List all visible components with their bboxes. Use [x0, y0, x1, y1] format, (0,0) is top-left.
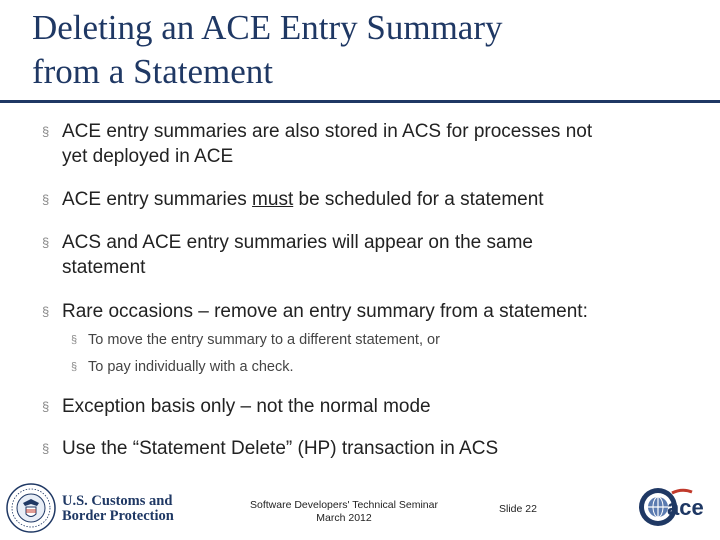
bullet-text-emphasis: must — [252, 189, 294, 210]
bullet-item — [42, 436, 702, 461]
seminar-date: March 2012 — [316, 512, 372, 524]
bullet-item — [42, 119, 702, 169]
bullet-marker: § — [42, 304, 50, 319]
bullet-item — [42, 187, 702, 212]
bullet-text-line-2: yet deployed in ACE — [62, 146, 234, 167]
bullet-item — [42, 230, 702, 280]
sub-bullet-marker: § — [71, 361, 78, 373]
seminar-name: Software Developers' Technical Seminar — [250, 499, 438, 511]
sub-bullet-item — [71, 330, 688, 350]
bullet-text-line-2: statement — [62, 257, 146, 278]
slide-title-line-2: from a Statement — [32, 52, 274, 91]
sub-bullet-item — [71, 357, 688, 377]
slide-number: Slide 22 — [499, 503, 537, 515]
bullet-marker: § — [42, 441, 50, 456]
seminar-info — [236, 499, 452, 525]
ace-logo-text: ace — [667, 495, 704, 520]
sub-bullet-text: To move the entry summary to a different statement, or — [88, 332, 440, 348]
bullet-text-line-1: ACE entry summaries are also stored in ACS for processes not — [62, 121, 593, 142]
agency-name — [62, 494, 174, 524]
bullet-text-end: be scheduled for a statement — [293, 189, 544, 210]
bullet-marker: § — [42, 192, 50, 207]
bullet-text: Use the “Statement Delete” (HP) transaction in ACS — [62, 438, 499, 459]
agency-name-line-1: U.S. Customs and — [62, 493, 173, 509]
slide-title-line-1: Deleting an ACE Entry Summary — [32, 8, 503, 47]
bullet-marker: § — [42, 399, 50, 414]
bullet-text: Exception basis only – not the normal mode — [62, 396, 431, 417]
sub-bullet-marker: § — [71, 334, 78, 346]
dhs-seal-icon — [6, 483, 56, 533]
bullet-text-start: ACE entry summaries — [62, 189, 253, 210]
sub-bullet-text: To pay individually with a check. — [88, 359, 294, 375]
bullet-text: Rare occasions – remove an entry summary from a statement: — [62, 301, 588, 322]
bullet-marker: § — [42, 124, 50, 139]
agency-name-line-2: Border Protection — [62, 508, 174, 524]
bullet-text-line-1: ACS and ACE entry summaries will appear on the same — [62, 232, 533, 253]
bullet-marker: § — [42, 235, 50, 250]
bullet-item — [42, 299, 702, 324]
bullet-item — [42, 394, 702, 419]
ace-logo-icon — [636, 484, 716, 530]
